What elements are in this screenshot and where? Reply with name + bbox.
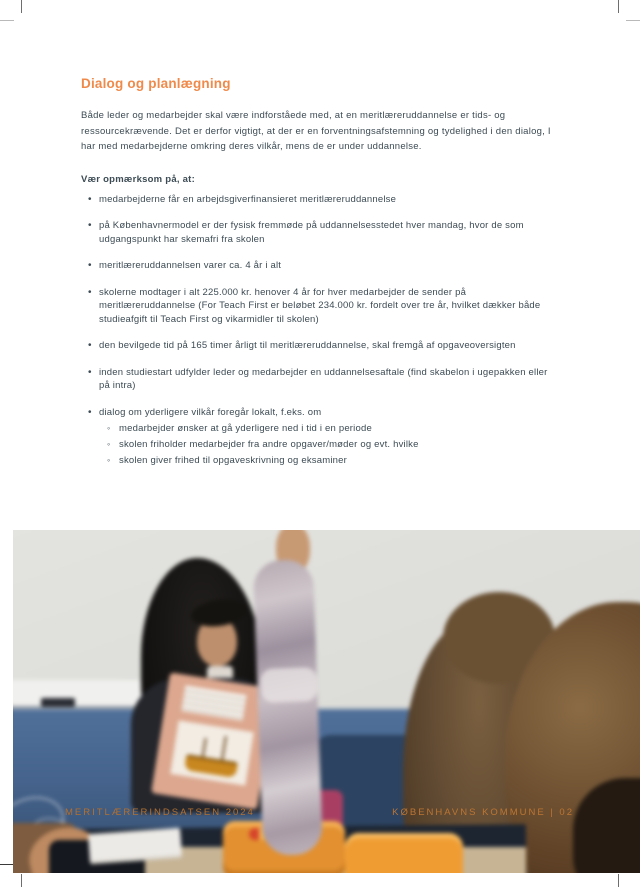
crop-mark-top-right-h (626, 20, 640, 21)
list-item (88, 366, 560, 393)
photo-knit-sleeve (253, 559, 323, 856)
photo-board-eraser (41, 698, 75, 707)
page-title: Dialog og planlægning (81, 76, 231, 91)
list-item (88, 219, 560, 246)
list-item-text: den bevilgede tid på 165 timer årligt til meritlæreruddannelse, skal fremgå af opgaveoversigten (99, 340, 516, 351)
list-item (88, 406, 560, 468)
sub-list-item (107, 454, 560, 467)
sub-list-item (107, 422, 560, 435)
list-item-text: på Københavnermodel er der fysisk fremmøde på uddannelsesstedet hver mandag, hvor de som udgangspunkt har skemafri fra skolen (99, 220, 524, 245)
crop-mark-top-left-v (21, 0, 22, 13)
sub-list-item-text: skolen friholder medarbejder fra andre opgaver/møder og evt. hvilke (119, 439, 419, 450)
sub-list-item-text: skolen giver frihed til opgaveskrivning og eksaminer (119, 455, 347, 466)
footer-left-text: MERITLÆRERINDSATSEN 2024 (65, 807, 255, 818)
photo-orange-tray (345, 833, 463, 873)
crop-mark-bottom-right-v (618, 874, 619, 887)
photo-sleeve-highlight (260, 667, 317, 703)
list-item-text: dialog om yderligere vilkår foregår lokalt, f.eks. om (99, 406, 322, 418)
photo-paper-drawing (170, 720, 254, 785)
bullet-list (88, 193, 560, 468)
list-item-text: medarbejderne får en arbejdsgiverfinansieret meritlæreruddannelse (99, 193, 397, 205)
sub-bullet-list (107, 422, 560, 467)
list-item-text: meritlæreruddannelsen varer ca. 4 år i alt (99, 260, 282, 271)
list-item-text: skolerne modtager i alt 225.000 kr. henover 4 år for hver medarbejder de sender på meritlæreruddannelse (For Teach First er beløbet 234.000 kr. fordelt over tre år, hvilket dækker både studieafgift til Teach First og vikarmidler til skolen) (99, 286, 541, 325)
crop-mark-bottom-left-h (0, 864, 14, 865)
crop-mark-bottom-left-v (21, 874, 22, 887)
classroom-photo (13, 530, 640, 873)
photo-artwork (13, 530, 640, 873)
sub-list-item (107, 438, 560, 451)
footer-right-text: KØBENHAVNS KOMMUNE | 02 (392, 807, 574, 818)
list-item (88, 286, 560, 327)
list-item (88, 193, 560, 207)
sub-list-item-text: medarbejder ønsker at gå yderligere ned i tid i en periode (119, 423, 372, 434)
list-item (88, 339, 560, 353)
crop-mark-top-right-v (618, 0, 619, 13)
list-item (88, 259, 560, 273)
page-content (81, 76, 560, 480)
intro-paragraph: Både leder og medarbejder skal være indforståede med, at en meritlæreruddannelse er tids- og ressourcekrævende. Det er derfor vigtigt, at der er en forventningsafstemning og tydelighed i den dialog, I har med medarbejderne omkring deres vilkår, mens de er under uddannelse. (81, 110, 551, 152)
list-item-text: inden studiestart udfylder leder og medarbejder en uddannelsesaftale (find skabelon i ugepakken eller på intra) (99, 366, 548, 391)
list-title: Vær opmærksom på, at: (81, 173, 195, 185)
crop-mark-top-left-h (0, 20, 14, 21)
